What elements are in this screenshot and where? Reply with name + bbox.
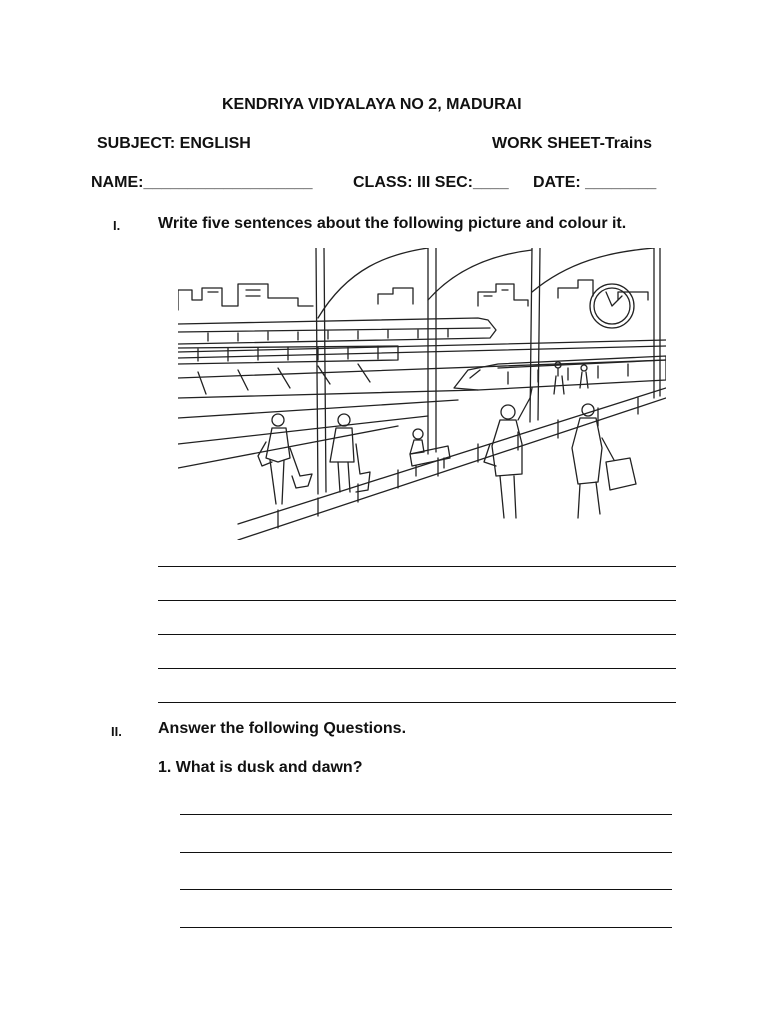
- school-title: KENDRIYA VIDYALAYA NO 2, MADURAI: [222, 96, 522, 113]
- question-1: 1. What is dusk and dawn?: [158, 759, 363, 776]
- section-2-instruction: Answer the following Questions.: [158, 720, 407, 737]
- answer-line-5[interactable]: [158, 702, 676, 703]
- answer-line-2[interactable]: [158, 600, 676, 601]
- railway-station-illustration: [178, 248, 666, 540]
- section-1-number: I.: [113, 218, 121, 233]
- answer-line-1[interactable]: [158, 566, 676, 567]
- worksheet-title: WORK SHEET-Trains: [492, 135, 653, 152]
- section-2-number: II.: [111, 724, 122, 739]
- question-answer-line-3[interactable]: [180, 889, 672, 890]
- answer-line-4[interactable]: [158, 668, 676, 669]
- name-field: NAME:___________________: [91, 174, 313, 191]
- date-field: DATE: ________: [533, 174, 657, 191]
- section-1-instruction: Write five sentences about the following picture and colour it.: [158, 215, 627, 232]
- question-answer-line-1[interactable]: [180, 814, 672, 815]
- question-answer-line-4[interactable]: [180, 927, 672, 928]
- question-answer-line-2[interactable]: [180, 852, 672, 853]
- class-section-field: CLASS: III SEC:____: [353, 174, 509, 191]
- subject-label: SUBJECT: ENGLISH: [97, 135, 251, 152]
- answer-line-3[interactable]: [158, 634, 676, 635]
